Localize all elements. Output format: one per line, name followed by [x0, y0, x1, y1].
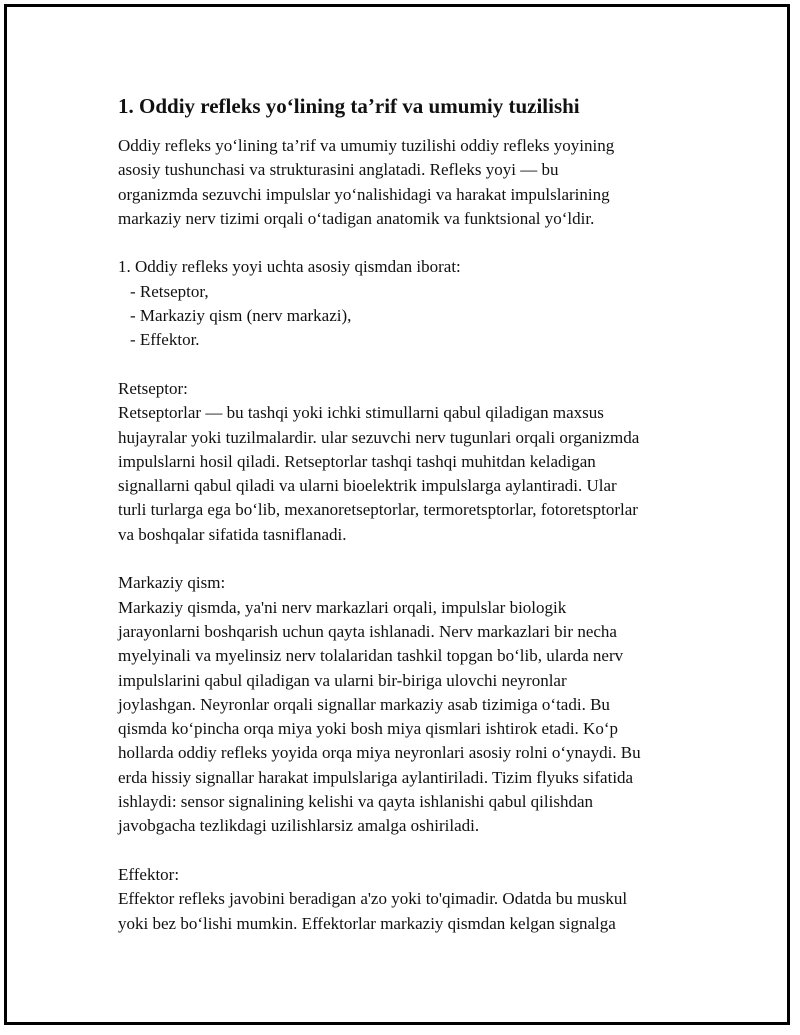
text-line: jarayonlarni boshqarish uchun qayta ishlanadi. Nerv markazlari bir necha: [118, 621, 617, 641]
receptor-title: Retseptor:: [118, 378, 188, 398]
section-heading: 1. Oddiy refleks yo‘lining ta’rif va umumiy tuzilishi: [118, 94, 580, 118]
text-line: erda hissiy signallar harakat impulslariga aylantiriladi. Tizim flyuks sifatida: [118, 767, 634, 787]
list-item: - Effektor.: [130, 330, 200, 350]
text-line: hujayralar yoki tuzilmalardir. ular sezuvchi nerv tugunlari orqali organizmda: [118, 427, 640, 447]
text-line: Oddiy refleks yo‘lining ta’rif va umumiy tuzilishi oddiy refleks yoyining: [118, 136, 615, 155]
text-line: asosiy tushunchasi va strukturasini anglatadi. Refleks yoyi — bu: [118, 160, 559, 180]
list-item: - Retseptor,: [130, 281, 209, 301]
list-item: - Markaziy qism (nerv markazi),: [130, 306, 352, 326]
text-line: signallarni qabul qiladi va ularni bioelektrik impulslarga aylantiradi. Ular: [118, 476, 617, 496]
text-line: impulslarni hosil qiladi. Retseptorlar tashqi tashqi muhitdan keladigan: [118, 451, 596, 471]
parts-list: [118, 255, 698, 352]
effector-title: Effektor:: [118, 864, 180, 884]
text-line: turli turlarga ega bo‘lib, mexanoretseptorlar, termoretsptorlar, fotoretsptorlar: [118, 500, 638, 520]
central-title: Markaziy qism:: [118, 573, 226, 593]
text-line: hollarda oddiy refleks yoyida orqa miya neyronlari asosiy rolni o‘ynaydi. Bu: [118, 743, 641, 763]
parts-lead: 1. Oddiy refleks yoyi uchta asosiy qismdan iborat:: [118, 257, 461, 277]
central-section: [118, 571, 698, 838]
text-line: impulslarini qabul qiladigan va ularni bir-biriga ulovchi neyronlar: [118, 670, 567, 690]
text-line: va boshqalar sifatida tasniflanadi.: [118, 524, 347, 544]
text-line: Retseptorlar — bu tashqi yoki ichki stimullarni qabul qiladigan maxsus: [118, 403, 604, 423]
text-line: Markaziy qismda, ya'ni nerv markazlari orqali, impulslar biologik: [118, 597, 567, 617]
intro-paragraph: [118, 134, 698, 231]
receptor-section: [118, 377, 698, 547]
text-line: myelyinali va myelinsiz nerv tolalaridan tashkil topgan bo‘lib, ularda nerv: [118, 646, 624, 666]
text-line: yoki bez bo‘lishi mumkin. Effektorlar markaziy qismdan kelgan signalga: [118, 913, 616, 933]
effector-section: [118, 863, 698, 936]
text-line: javobgacha tezlikdagi uzilishlarsiz amalga oshiriladi.: [118, 816, 480, 836]
text-line: joylashgan. Neyronlar orqali signallar markaziy asab tizimiga o‘tadi. Bu: [118, 694, 610, 714]
text-line: Effektor refleks javobini beradigan a'zo yoki to'qimadir. Odatda bu muskul: [118, 889, 628, 909]
text-line: markaziy nerv tizimi orqali o‘tadigan anatomik va funktsional yo‘ldir.: [118, 208, 595, 228]
document-body: [118, 92, 698, 936]
text-line: qismda ko‘pincha orqa miya yoki bosh miya qismlari ishtirok etadi. Ko‘p: [118, 719, 618, 739]
text-line: ishlaydi: sensor signalining kelishi va qayta ishlanishi qabul qilishdan: [118, 792, 594, 812]
text-line: organizmda sezuvchi impulslar yo‘nalishidagi va harakat impulslarining: [118, 184, 610, 204]
